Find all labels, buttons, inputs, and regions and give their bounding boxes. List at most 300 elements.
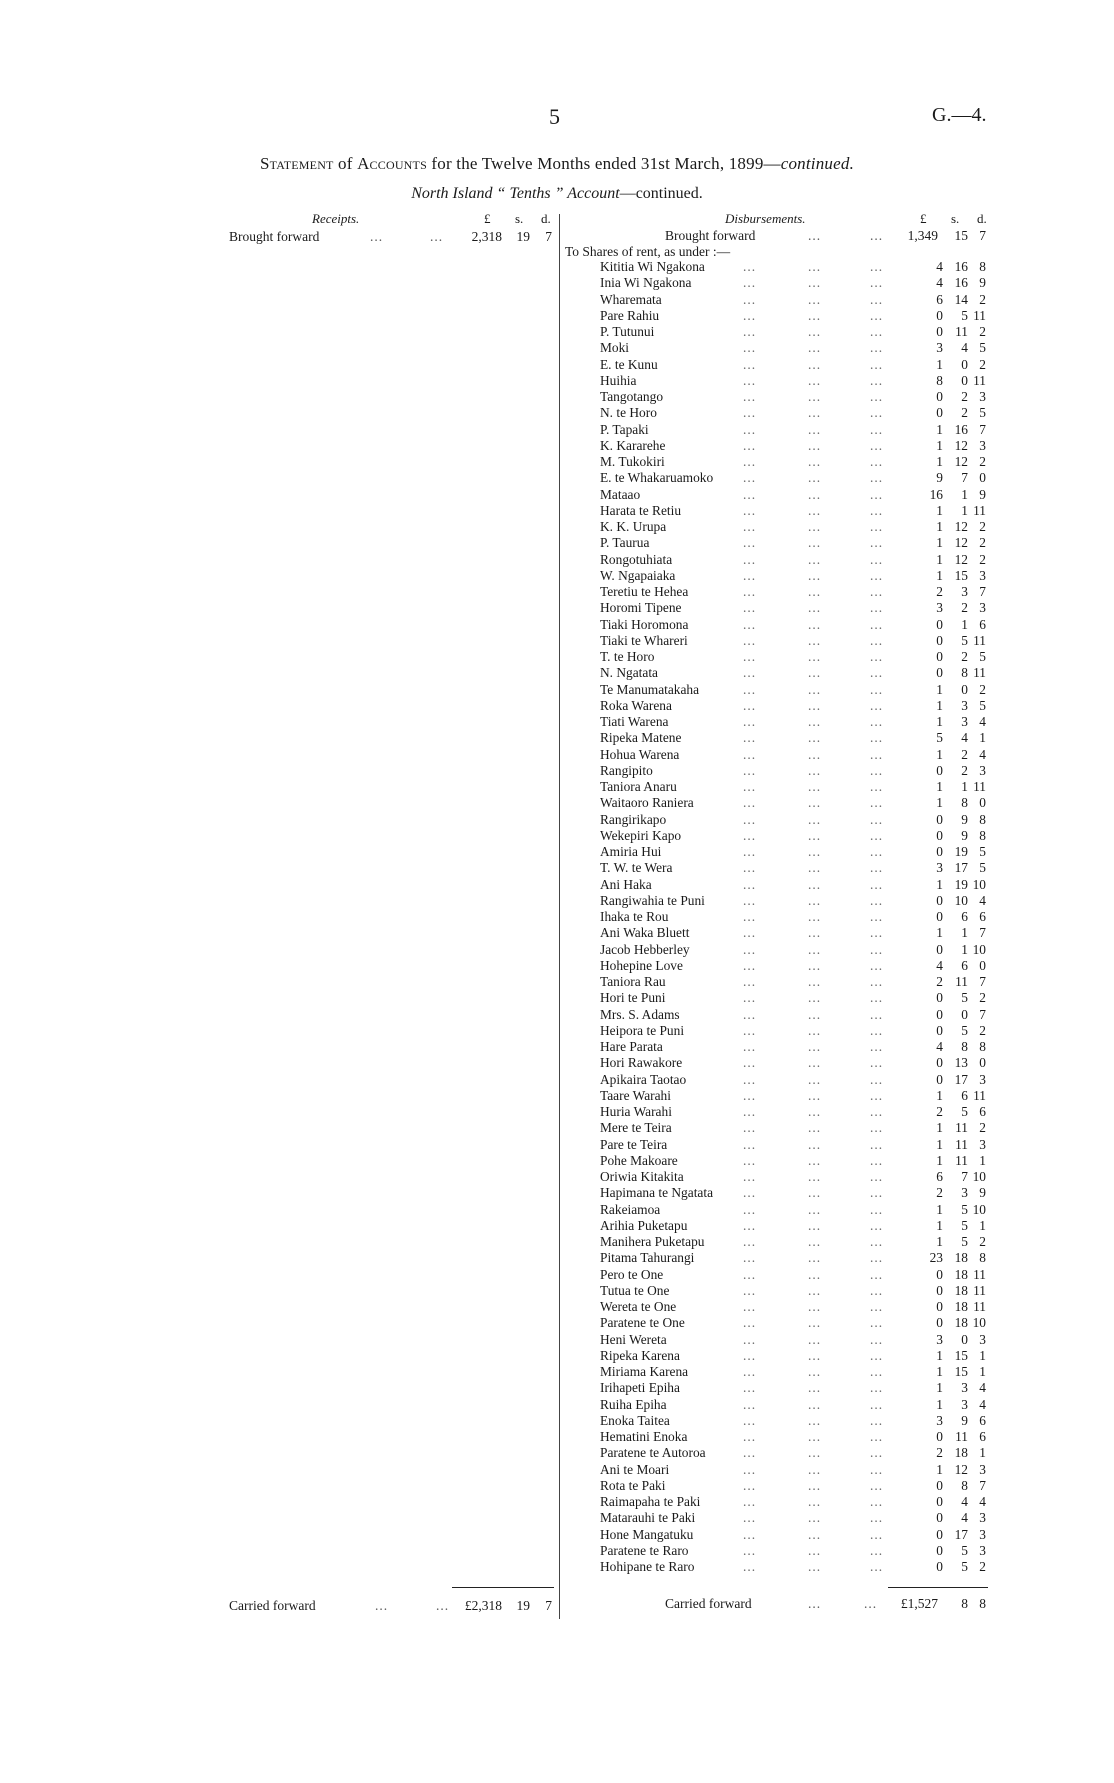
entry-pounds: 0 xyxy=(936,1022,943,1038)
entry-pence: 7 xyxy=(979,584,986,599)
disbursement-entry-row xyxy=(600,974,986,990)
disbursement-entry-row xyxy=(600,747,986,763)
entry-leader: ... xyxy=(870,860,884,876)
entry-shillings: 17 xyxy=(954,1071,968,1087)
entry-pounds: 1 xyxy=(936,1396,943,1412)
entry-pence: 11 xyxy=(973,632,986,648)
entry-pence: 8 xyxy=(979,827,986,843)
entry-leader: ... xyxy=(870,665,884,681)
entry-leader: ... xyxy=(743,1152,757,1168)
receipts-total-rule xyxy=(452,1587,554,1588)
entry-payee-name: Teretiu te Hehea xyxy=(600,584,689,599)
entry-leader: ... xyxy=(743,1299,757,1314)
entry-pence: 0 xyxy=(979,470,986,486)
entry-leader: ... xyxy=(870,372,884,388)
entry-leader: ... xyxy=(743,1380,757,1396)
entry-pence: 2 xyxy=(979,1120,986,1136)
entry-leader: ... xyxy=(808,1445,822,1461)
disbursement-entry-row xyxy=(600,1218,986,1234)
entry-leader: ... xyxy=(743,1185,757,1201)
entry-leader: ... xyxy=(808,551,822,567)
entry-shillings: 11 xyxy=(955,1120,968,1136)
entry-leader: ... xyxy=(870,1299,884,1314)
entry-payee-name: Tiaki te Whareri xyxy=(600,632,688,648)
entry-pence: 10 xyxy=(972,1201,986,1217)
entry-leader: ... xyxy=(870,1445,884,1461)
entry-pence: 3 xyxy=(979,1526,986,1542)
receipts-pence-header: d. xyxy=(541,211,551,226)
entry-pence: 11 xyxy=(973,372,986,388)
entry-leader: ... xyxy=(743,1266,757,1282)
entry-shillings: 19 xyxy=(954,844,968,859)
entry-pence: 1 xyxy=(979,1445,986,1461)
entry-leader: ... xyxy=(808,1412,822,1428)
entry-pence: 2 xyxy=(979,1234,986,1249)
entry-pounds: 1 xyxy=(936,925,943,941)
entry-leader: ... xyxy=(870,535,884,551)
entry-pence: 11 xyxy=(973,307,986,323)
disbursement-entry-row xyxy=(600,1088,986,1104)
entry-shillings: 1 xyxy=(961,925,968,941)
entry-pounds: 1 xyxy=(936,1087,943,1103)
entry-leader: ... xyxy=(870,649,884,664)
entry-pence: 5 xyxy=(979,844,986,859)
entry-pounds: 1 xyxy=(936,681,943,697)
entry-leader: ... xyxy=(743,892,757,908)
entry-leader: ... xyxy=(870,1136,884,1152)
receipts-pounds-header: £ xyxy=(484,211,491,226)
entry-leader: ... xyxy=(870,1022,884,1038)
entry-payee-name: Taniora Anaru xyxy=(600,779,677,794)
disbursement-entry-row xyxy=(600,324,986,340)
entry-leader: ... xyxy=(870,259,884,274)
entry-shillings: 2 xyxy=(961,746,968,762)
disbursement-entry-row xyxy=(600,1429,986,1445)
entry-payee-name: Irihapeti Epiha xyxy=(600,1380,680,1396)
entry-payee-name: Wekepiri Kapo xyxy=(600,827,682,843)
entry-leader: ... xyxy=(870,389,884,404)
entry-shillings: 8 xyxy=(961,1477,968,1493)
disbursement-entry-row xyxy=(600,1283,986,1299)
entry-payee-name: Mataao xyxy=(600,486,641,502)
entry-pence: 11 xyxy=(973,1266,986,1282)
entry-shillings: 11 xyxy=(955,1136,968,1152)
entry-payee-name: Amiria Hui xyxy=(600,844,662,859)
entry-leader: ... xyxy=(870,1331,884,1347)
entry-leader: ... xyxy=(743,1169,757,1184)
entry-pounds: 0 xyxy=(936,827,943,843)
disbursement-entry-row xyxy=(600,698,986,714)
entry-pounds: 23 xyxy=(929,1250,943,1266)
receipts-heading: Receipts. xyxy=(312,211,360,226)
entry-pounds: 0 xyxy=(936,1542,943,1558)
entry-payee-name: Rangirikapo xyxy=(600,811,667,827)
statement-title xyxy=(0,154,1114,174)
entry-leader: ... xyxy=(808,925,822,941)
entry-payee-name: Tangotango xyxy=(600,389,664,404)
entry-leader: ... xyxy=(743,1022,757,1038)
entry-shillings: 0 xyxy=(961,1006,968,1022)
entry-leader: ... xyxy=(743,860,757,876)
disbursement-entry-row xyxy=(600,1527,986,1543)
entry-leader: ... xyxy=(808,1396,822,1412)
disbursement-entry-row xyxy=(600,1299,986,1315)
disbursement-entry-row xyxy=(600,925,986,941)
entry-pence: 3 xyxy=(979,567,986,583)
entry-shillings: 5 xyxy=(961,632,968,648)
account-continued: —continued. xyxy=(619,185,703,202)
entry-shillings: 6 xyxy=(961,957,968,973)
entry-payee-name: E. te Whakaruamoko xyxy=(600,470,714,486)
entry-leader: ... xyxy=(870,502,884,518)
entry-leader: ... xyxy=(743,470,757,486)
entry-leader: ... xyxy=(743,1526,757,1542)
entry-leader: ... xyxy=(808,1055,822,1071)
entry-pence: 4 xyxy=(979,746,986,762)
entry-leader: ... xyxy=(870,275,884,291)
entry-pence: 3 xyxy=(979,1136,986,1152)
entry-shillings: 18 xyxy=(954,1282,968,1298)
entry-leader: ... xyxy=(743,291,757,307)
disbursement-entry-row xyxy=(600,1120,986,1136)
entry-leader: ... xyxy=(870,519,884,534)
entry-leader: ... xyxy=(870,600,884,616)
entry-leader: ... xyxy=(743,811,757,827)
entry-shillings: 17 xyxy=(954,1526,968,1542)
entry-pounds: 0 xyxy=(936,1282,943,1298)
entry-pence: 3 xyxy=(979,1461,986,1477)
entry-payee-name: Tiaki Horomona xyxy=(600,616,689,632)
entry-payee-name: Oriwia Kitakita xyxy=(600,1169,684,1184)
entry-payee-name: Pohe Makoare xyxy=(600,1152,678,1168)
entry-shillings: 18 xyxy=(954,1315,968,1331)
entry-pounds: 0 xyxy=(936,811,943,827)
entry-pounds: 6 xyxy=(936,291,943,307)
entry-shillings: 2 xyxy=(961,649,968,664)
entry-leader: ... xyxy=(743,909,757,924)
entry-shillings: 4 xyxy=(961,1494,968,1509)
entry-payee-name: Taniora Rau xyxy=(600,974,666,989)
disbursement-entry-row xyxy=(600,259,986,275)
entry-shillings: 18 xyxy=(954,1445,968,1461)
entry-leader: ... xyxy=(743,665,757,681)
entry-shillings: 16 xyxy=(954,259,968,274)
entry-payee-name: Huria Warahi xyxy=(600,1104,672,1119)
entry-leader: ... xyxy=(870,567,884,583)
entry-leader: ... xyxy=(808,730,822,746)
disbursement-entry-row xyxy=(600,1559,986,1575)
entry-leader: ... xyxy=(870,1542,884,1558)
entry-leader: ... xyxy=(808,372,822,388)
entry-payee-name: P. Tutunui xyxy=(600,324,655,339)
entry-leader: ... xyxy=(870,1217,884,1233)
entry-leader: ... xyxy=(743,1120,757,1136)
entry-pounds: 0 xyxy=(936,1071,943,1087)
entry-payee-name: Harata te Retiu xyxy=(600,502,682,518)
entry-leader: ... xyxy=(870,1477,884,1493)
entry-pounds: 0 xyxy=(936,762,943,778)
entry-pounds: 0 xyxy=(936,1429,943,1444)
entry-leader: ... xyxy=(743,1234,757,1249)
entry-pence: 5 xyxy=(979,649,986,664)
entry-pence: 11 xyxy=(973,502,986,518)
entry-leader: ... xyxy=(743,1217,757,1233)
entry-leader: ... xyxy=(870,454,884,469)
entry-payee-name: Rangipito xyxy=(600,762,653,778)
entry-shillings: 12 xyxy=(954,437,968,453)
entry-leader: ... xyxy=(808,665,822,681)
disbursements-brought-forward-leader-2: ... xyxy=(870,228,884,243)
entry-pence: 3 xyxy=(979,600,986,616)
disbursement-entry-row xyxy=(600,1494,986,1510)
entry-shillings: 11 xyxy=(955,974,968,989)
entry-pounds: 2 xyxy=(936,1185,943,1201)
entry-payee-name: Heni Wereta xyxy=(600,1331,667,1347)
entry-leader: ... xyxy=(870,941,884,957)
entry-leader: ... xyxy=(870,340,884,356)
entry-leader: ... xyxy=(743,1331,757,1347)
entry-pence: 10 xyxy=(972,1169,986,1184)
entry-leader: ... xyxy=(870,632,884,648)
disbursement-entry-row xyxy=(600,1348,986,1364)
entry-pence: 7 xyxy=(979,1006,986,1022)
entry-leader: ... xyxy=(870,909,884,924)
entry-pence: 3 xyxy=(979,1331,986,1347)
entry-leader: ... xyxy=(870,470,884,486)
entry-payee-name: Ani Haka xyxy=(600,876,652,892)
entry-leader: ... xyxy=(808,827,822,843)
entry-shillings: 3 xyxy=(961,697,968,713)
entry-leader: ... xyxy=(743,324,757,339)
entry-pounds: 0 xyxy=(936,1526,943,1542)
entry-shillings: 11 xyxy=(955,1429,968,1444)
entry-pounds: 1 xyxy=(936,437,943,453)
entry-leader: ... xyxy=(870,1315,884,1331)
entry-pence: 0 xyxy=(979,795,986,811)
entry-shillings: 15 xyxy=(954,1364,968,1379)
entry-pounds: 1 xyxy=(936,1364,943,1379)
entry-leader: ... xyxy=(743,1071,757,1087)
receipts-carried-forward-label: Carried forward xyxy=(229,1598,316,1613)
entry-leader: ... xyxy=(743,405,757,421)
entry-leader: ... xyxy=(743,1364,757,1379)
entry-leader: ... xyxy=(870,1282,884,1298)
disbursement-entry-row xyxy=(600,860,986,876)
entry-pounds: 0 xyxy=(936,616,943,632)
entry-leader: ... xyxy=(743,437,757,453)
entry-payee-name: Hone Mangatuku xyxy=(600,1526,694,1542)
entry-leader: ... xyxy=(870,1250,884,1266)
entry-pence: 8 xyxy=(979,259,986,274)
entry-leader: ... xyxy=(743,632,757,648)
entry-leader: ... xyxy=(808,762,822,778)
entry-pounds: 1 xyxy=(936,714,943,729)
entry-pounds: 1 xyxy=(936,454,943,469)
entry-shillings: 9 xyxy=(961,1412,968,1428)
entry-pence: 2 xyxy=(979,519,986,534)
entry-leader: ... xyxy=(870,1087,884,1103)
title-word-statement: Statement xyxy=(259,154,334,173)
entry-payee-name: Ani Waka Bluett xyxy=(600,925,690,941)
entry-leader: ... xyxy=(743,649,757,664)
entry-leader: ... xyxy=(870,584,884,599)
entry-shillings: 1 xyxy=(961,502,968,518)
entry-leader: ... xyxy=(743,762,757,778)
entry-leader: ... xyxy=(808,876,822,892)
entry-leader: ... xyxy=(808,1380,822,1396)
entry-leader: ... xyxy=(743,795,757,811)
disbursement-entry-row xyxy=(600,357,986,373)
entry-pence: 2 xyxy=(979,291,986,307)
entry-pence: 11 xyxy=(973,1087,986,1103)
entry-leader: ... xyxy=(808,1201,822,1217)
entry-pence: 5 xyxy=(979,340,986,356)
entry-leader: ... xyxy=(808,519,822,534)
entry-pounds: 0 xyxy=(936,909,943,924)
entry-shillings: 8 xyxy=(961,665,968,681)
entry-leader: ... xyxy=(870,957,884,973)
entry-pounds: 2 xyxy=(936,974,943,989)
entry-leader: ... xyxy=(808,779,822,794)
entry-payee-name: Hapimana te Ngatata xyxy=(600,1185,714,1201)
entry-pounds: 0 xyxy=(936,1006,943,1022)
entry-shillings: 17 xyxy=(954,860,968,876)
entry-payee-name: N. te Horo xyxy=(600,405,657,421)
entry-pounds: 3 xyxy=(936,600,943,616)
entry-leader: ... xyxy=(743,1412,757,1428)
entry-pence: 9 xyxy=(979,1185,986,1201)
disbursement-entry-row xyxy=(600,438,986,454)
entry-leader: ... xyxy=(808,535,822,551)
disbursements-shillings-header: s. xyxy=(951,211,960,226)
entry-pounds: 0 xyxy=(936,1299,943,1314)
entry-payee-name: Pare Rahiu xyxy=(600,307,660,323)
receipts-carried-forward-pounds: £2,318 xyxy=(464,1598,502,1613)
entry-payee-name: Hori Rawakore xyxy=(600,1055,683,1071)
entry-pounds: 1 xyxy=(936,1347,943,1363)
entry-shillings: 0 xyxy=(961,1331,968,1347)
disbursement-entry-row xyxy=(600,1413,986,1429)
entry-pence: 1 xyxy=(979,1347,986,1363)
entry-leader: ... xyxy=(743,844,757,859)
entry-payee-name: Tutua te One xyxy=(600,1282,670,1298)
entry-pounds: 0 xyxy=(936,649,943,664)
entry-leader: ... xyxy=(743,275,757,291)
entry-pence: 4 xyxy=(979,714,986,729)
disbursement-entry-row xyxy=(600,405,986,421)
entry-leader: ... xyxy=(870,1169,884,1184)
entry-leader: ... xyxy=(870,779,884,794)
disbursements-brought-forward-shillings: 15 xyxy=(954,228,968,243)
entry-payee-name: Pitama Tahurangi xyxy=(600,1250,695,1266)
entry-shillings: 1 xyxy=(961,616,968,632)
entry-leader: ... xyxy=(743,486,757,502)
entry-leader: ... xyxy=(870,1055,884,1071)
entry-pounds: 0 xyxy=(936,1559,943,1574)
entry-leader: ... xyxy=(808,259,822,274)
disbursements-total-rule xyxy=(888,1587,988,1588)
entry-leader: ... xyxy=(743,551,757,567)
entry-pence: 3 xyxy=(979,762,986,778)
entry-payee-name: Waitaoro Raniera xyxy=(600,795,694,811)
entry-leader: ... xyxy=(743,941,757,957)
entry-pounds: 1 xyxy=(936,1234,943,1249)
entry-payee-name: Horomi Tipene xyxy=(600,600,682,616)
entry-payee-name: P. Tapaki xyxy=(600,421,649,437)
entry-leader: ... xyxy=(743,1396,757,1412)
entry-pence: 2 xyxy=(979,535,986,551)
disbursements-carried-forward-pence: 8 xyxy=(979,1596,986,1611)
entry-pence: 7 xyxy=(979,1477,986,1493)
entry-pounds: 3 xyxy=(936,1331,943,1347)
disbursement-entry-row xyxy=(600,1234,986,1250)
entry-leader: ... xyxy=(808,1526,822,1542)
entry-leader: ... xyxy=(808,632,822,648)
entry-leader: ... xyxy=(870,356,884,372)
entry-pence: 6 xyxy=(979,616,986,632)
entry-shillings: 15 xyxy=(954,567,968,583)
entry-pounds: 1 xyxy=(936,502,943,518)
entry-pence: 4 xyxy=(979,1380,986,1396)
entry-leader: ... xyxy=(808,437,822,453)
entry-leader: ... xyxy=(870,795,884,811)
entry-leader: ... xyxy=(743,1477,757,1493)
entry-leader: ... xyxy=(870,730,884,746)
entry-leader: ... xyxy=(743,356,757,372)
disbursement-entry-row xyxy=(600,584,986,600)
disbursement-entry-row xyxy=(600,1055,986,1071)
disbursement-entry-row xyxy=(600,1397,986,1413)
disbursement-entry-row xyxy=(600,795,986,811)
entry-pence: 9 xyxy=(979,486,986,502)
entry-pence: 8 xyxy=(979,1039,986,1054)
entry-leader: ... xyxy=(808,1022,822,1038)
entry-shillings: 11 xyxy=(955,324,968,339)
entry-payee-name: Ripeka Matene xyxy=(600,730,682,746)
entry-pence: 0 xyxy=(979,1055,986,1071)
entry-leader: ... xyxy=(808,1104,822,1119)
entry-leader: ... xyxy=(808,1266,822,1282)
entry-pence: 3 xyxy=(979,1071,986,1087)
entry-pounds: 0 xyxy=(936,665,943,681)
entry-leader: ... xyxy=(743,1055,757,1071)
entry-pounds: 1 xyxy=(936,1136,943,1152)
entry-pounds: 1 xyxy=(936,795,943,811)
entry-pence: 1 xyxy=(979,730,986,746)
title-word-accounts: Accounts xyxy=(357,154,427,173)
entry-leader: ... xyxy=(870,1266,884,1282)
entry-leader: ... xyxy=(808,714,822,729)
entry-leader: ... xyxy=(743,502,757,518)
disbursement-entry-row xyxy=(600,730,986,746)
entry-pounds: 0 xyxy=(936,990,943,1006)
entry-leader: ... xyxy=(870,1120,884,1136)
disbursements-carried-forward-pounds: £1,527 xyxy=(900,1596,938,1611)
entry-payee-name: Rangiwahia te Puni xyxy=(600,892,705,908)
disbursement-entry-row xyxy=(600,519,986,535)
entry-pounds: 0 xyxy=(936,1510,943,1526)
entry-payee-name: N. Ngatata xyxy=(600,665,659,681)
entry-pounds: 4 xyxy=(936,1039,943,1054)
receipts-carried-forward-pence: 7 xyxy=(545,1598,552,1613)
disbursement-entry-row xyxy=(600,617,986,633)
entry-pounds: 3 xyxy=(936,860,943,876)
entry-leader: ... xyxy=(808,470,822,486)
disbursement-entry-row xyxy=(600,422,986,438)
entry-leader: ... xyxy=(743,1461,757,1477)
disbursement-entry-row xyxy=(600,292,986,308)
disbursement-entry-row xyxy=(600,828,986,844)
